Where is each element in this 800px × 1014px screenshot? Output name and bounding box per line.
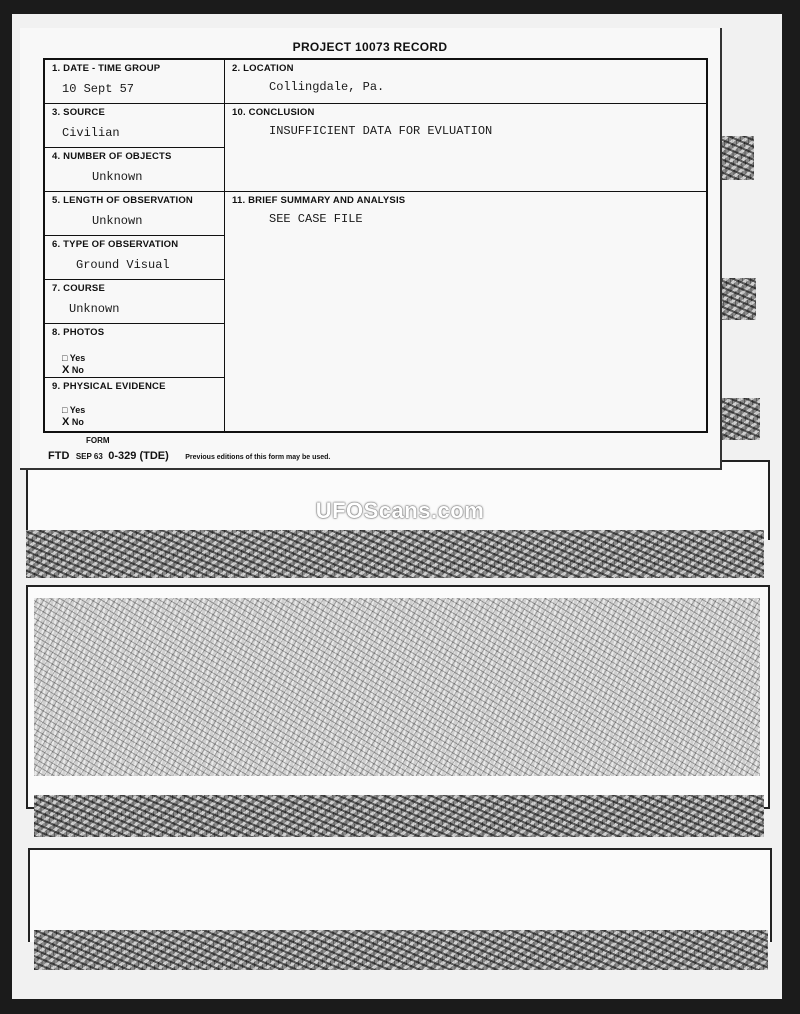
photos-no-checkbox: X: [62, 364, 70, 376]
label-conclusion: 10. CONCLUSION: [232, 107, 315, 118]
field-length-of-observation: [45, 192, 225, 236]
value-location: Collingdale, Pa.: [269, 80, 385, 94]
physical-yes-checkbox: □: [62, 405, 68, 415]
footer-form-number: 0-329 (TDE): [108, 450, 169, 462]
photos-yes-label: Yes: [69, 353, 86, 363]
value-course: Unknown: [69, 302, 120, 316]
footer-note: Previous editions of this form may be used.: [185, 454, 331, 461]
value-number-of-objects: Unknown: [92, 170, 143, 184]
value-source: Civilian: [62, 126, 120, 140]
noise-band-2: [34, 795, 764, 837]
label-location: 2. LOCATION: [232, 63, 294, 74]
field-location: [225, 60, 706, 104]
photos-yes-checkbox: □: [62, 353, 68, 363]
noise-band-1: [26, 530, 764, 578]
photos-yes-option: [62, 353, 85, 363]
field-date-time: [45, 60, 225, 104]
footer-form-word: FORM: [86, 436, 110, 445]
physical-yes-option: [62, 405, 85, 415]
value-date-time: 10 Sept 57: [62, 82, 135, 96]
label-course: 7. COURSE: [52, 283, 106, 294]
watermark: UFOScans.com: [315, 498, 485, 523]
footer-form-date: SEP 63: [75, 452, 103, 461]
edge-noise-right-3: [718, 398, 760, 440]
edge-noise-right-2: [720, 278, 756, 320]
value-brief-summary: SEE CASE FILE: [269, 212, 363, 226]
label-photos: 8. PHOTOS: [52, 327, 105, 338]
label-physical-evidence: 9. PHYSICAL EVIDENCE: [52, 381, 166, 392]
label-number-of-objects: 4. NUMBER OF OBJECTS: [52, 151, 172, 162]
form-grid: [43, 58, 708, 433]
field-course: [45, 280, 225, 324]
label-source: 3. SOURCE: [52, 107, 106, 118]
photos-no-label: No: [71, 365, 84, 375]
physical-yes-label: Yes: [69, 405, 86, 415]
field-number-of-objects: [45, 148, 225, 192]
footer-form-line: [48, 446, 330, 464]
physical-no-option: [62, 416, 84, 428]
field-physical-evidence: [45, 378, 225, 431]
label-type-of-observation: 6. TYPE OF OBSERVATION: [52, 239, 179, 250]
value-conclusion: INSUFFICIENT DATA FOR EVLUATION: [269, 124, 493, 138]
label-brief-summary: 11. BRIEF SUMMARY AND ANALYSIS: [232, 195, 406, 206]
value-length-of-observation: Unknown: [92, 214, 143, 228]
footer-form-code: FTD: [48, 450, 70, 462]
label-date-time: 1. DATE - TIME GROUP: [52, 63, 161, 74]
photos-no-option: [62, 364, 84, 376]
field-brief-summary: [225, 192, 706, 431]
noise-band-3: [34, 930, 768, 970]
physical-no-checkbox: X: [62, 416, 70, 428]
value-type-of-observation: Ground Visual: [76, 258, 170, 272]
edge-noise-right-1: [722, 136, 754, 180]
field-source: [45, 104, 225, 148]
speckle-area: [34, 598, 760, 776]
project-record-form: [20, 28, 722, 470]
physical-no-label: No: [71, 417, 84, 427]
field-type-of-observation: [45, 236, 225, 280]
label-length-of-observation: 5. LENGTH OF OBSERVATION: [52, 195, 193, 206]
form-title: PROJECT 10073 RECORD: [292, 40, 448, 54]
field-photos: [45, 324, 225, 378]
underlying-sheet-3: [28, 848, 772, 942]
field-conclusion: [225, 104, 706, 192]
